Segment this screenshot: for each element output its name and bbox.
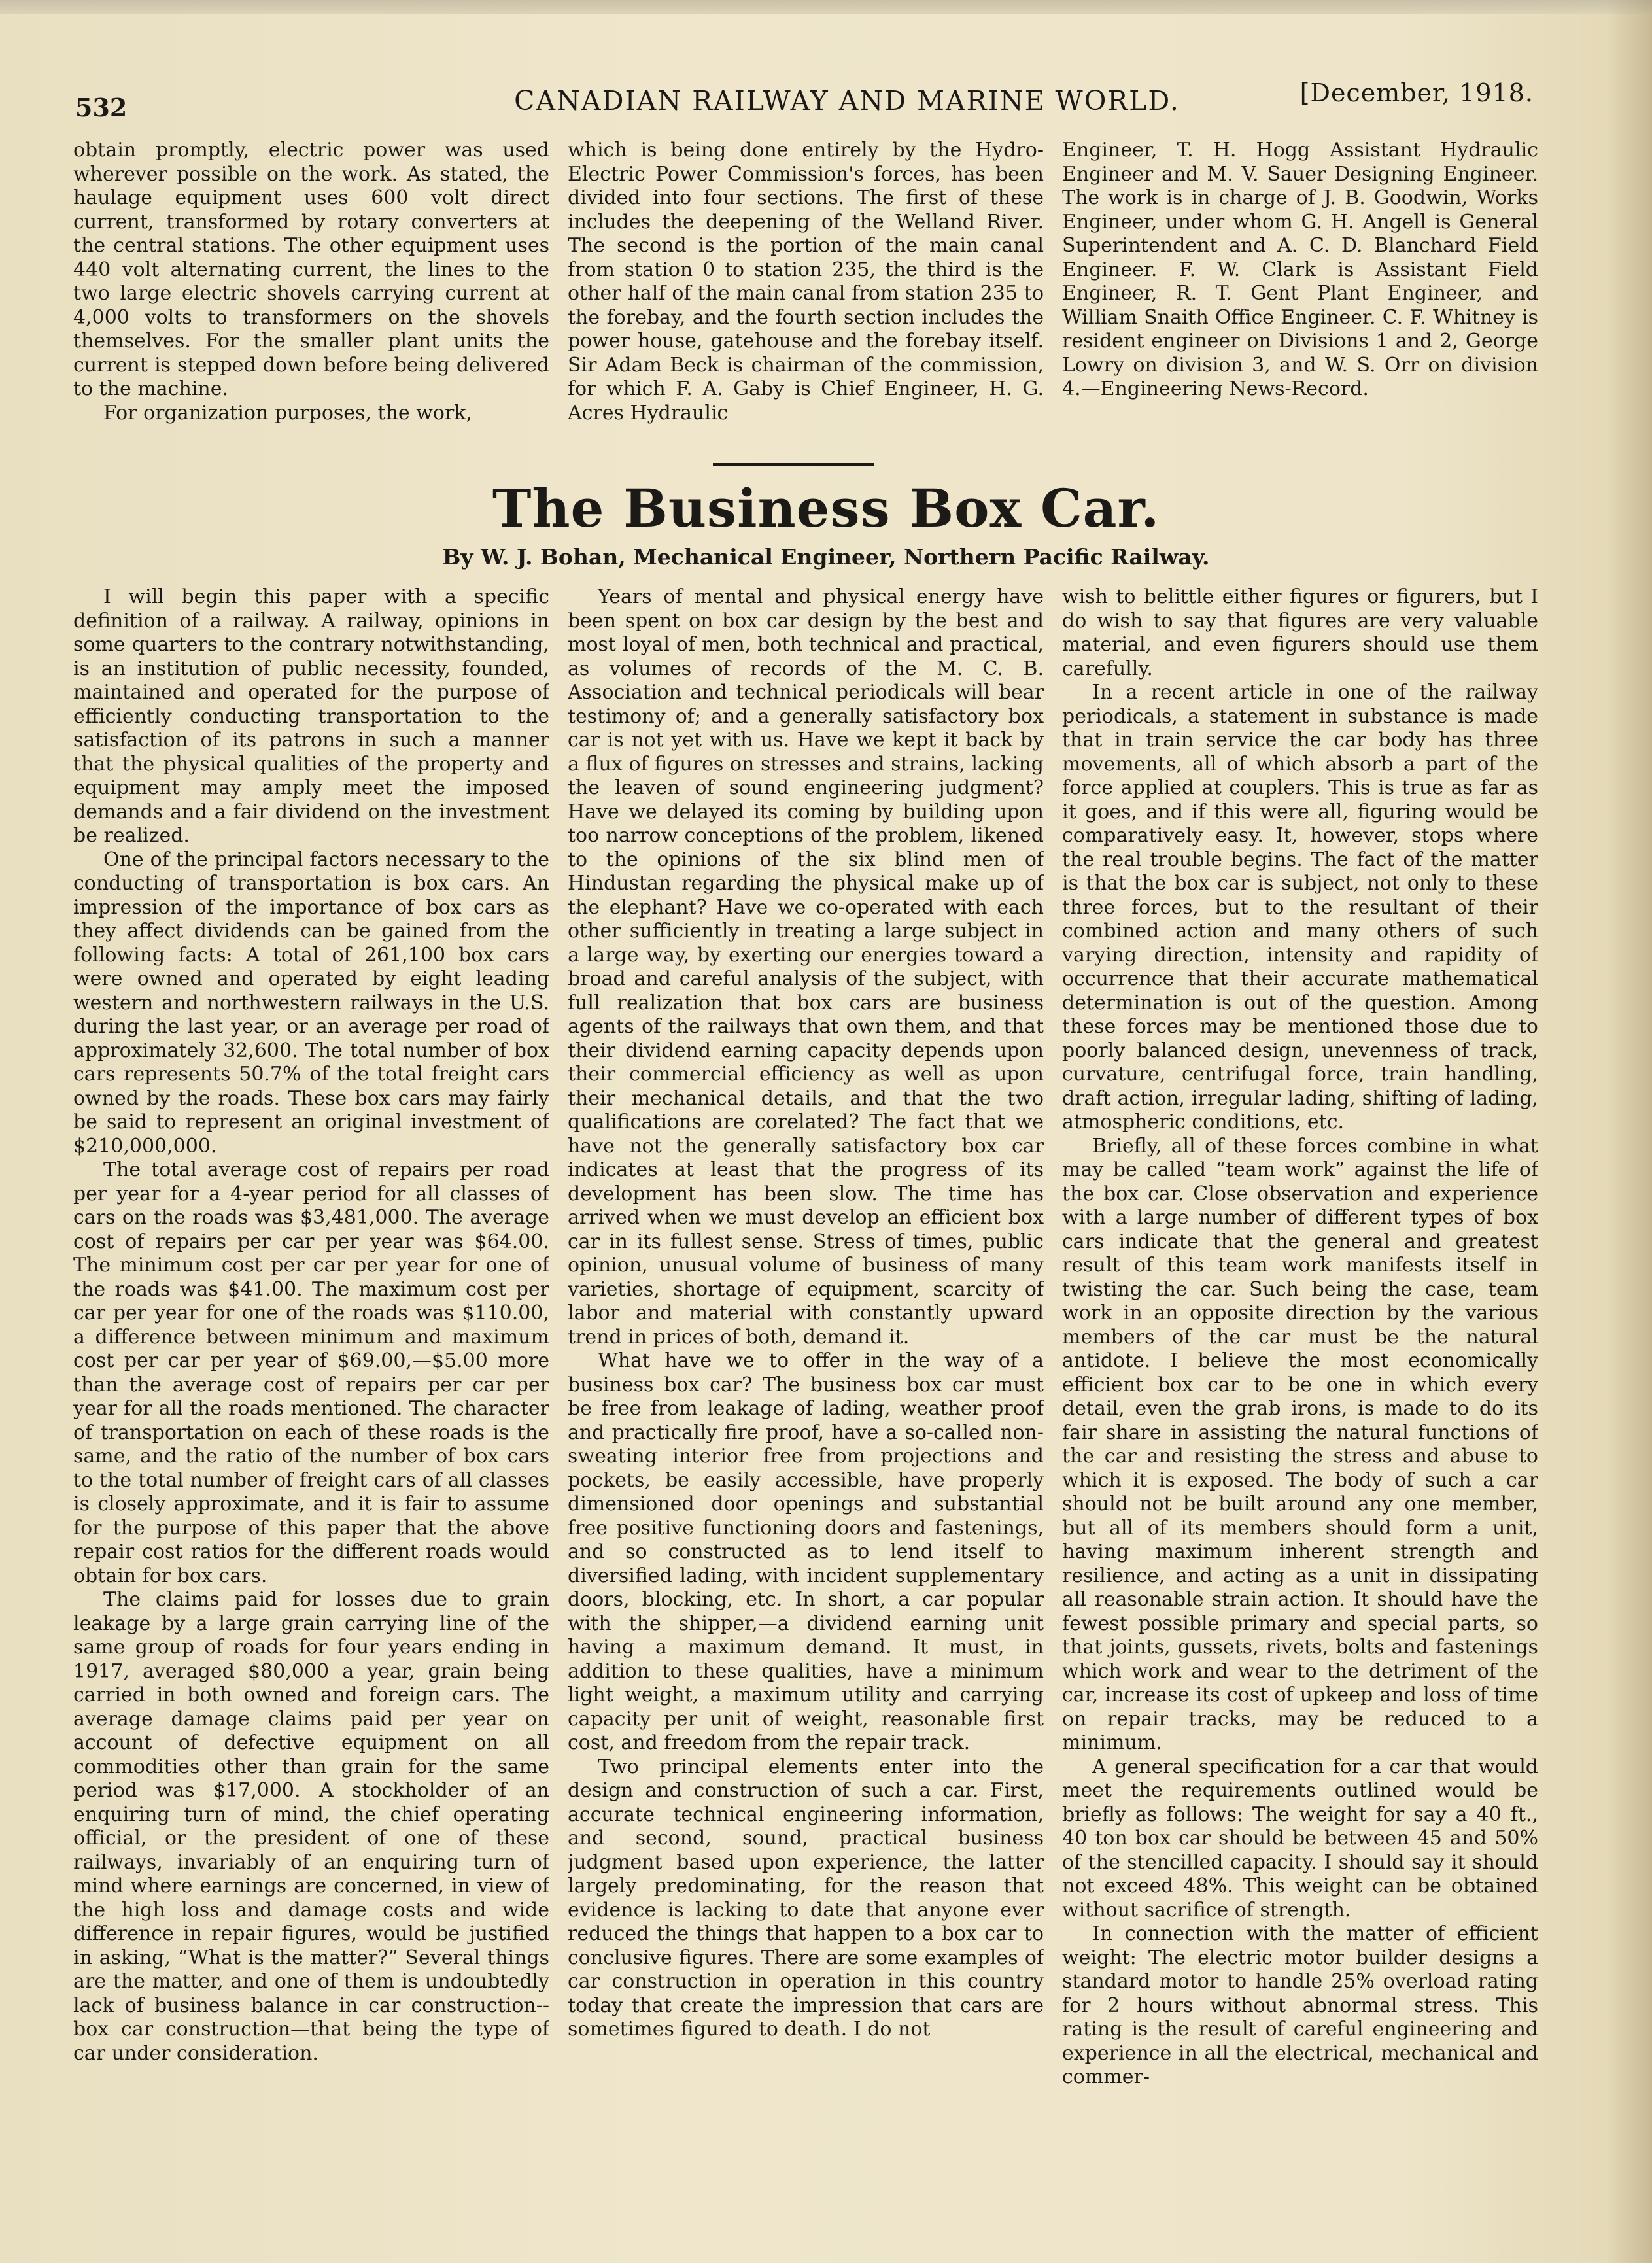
paragraph: The total average cost of repairs per road per year for a 4-year period for all classes of cars on the roads was $3,481,000. The average cost of repairs per car per year was $64.00. The minimum cost per car per year for one of the roads was $41.00. The maximum cost per car per year for one of the roads was $110.00, a difference between minimum and maximum cost per car per year of $69.00,—$5.00 more than the average cost of repairs per car per year for all the roads mentioned. The character of transportation on each of these roads is the same, and the ratio of the number of box cars to the total number of freight cars of all classes is closely approximate, and it is fair to assume for the purpose of this paper that the above repair cost ratios for the different roads would obtain for box cars. <box>73 1158 549 1587</box>
paragraph: What have we to offer in the way of a business box car? The business box car must be free from leakage of lading, weather proof and practically fire proof, have a so-called non-sweating interior free from projections and pockets, be easily accessible, have properly dimensioned door openings and substantial free positive functioning doors and fastenings, and so constructed as to lend itself to diversified lading, with incident supplementary doors, blocking, etc. In short, a car popular with the shipper,—a dividend earning unit having a maximum demand. It must, in addition to these qualities, have a minimum light weight, a maximum utility and carrying capacity per unit of weight, reasonable first cost, and freedom from the repair track. <box>568 1349 1044 1754</box>
previous-article-column-1 <box>73 139 549 453</box>
paragraph: Engineer, T. H. Hogg Assistant Hydraulic Engineer and M. V. Sauer Designing Engineer. The work is in charge of J. B. Goodwin, Works Engineer, under whom G. H. Angell is General Superintendent and A. C. D. Blanchard Field Engineer. F. W. Clark is Assistant Field Engineer, R. T. Gent Plant Engineer, and William Snaith Office Engineer. C. F. Whitney is resident engineer on Divisions 1 and 2, George Lowry on division 3, and W. S. Orr on division 4.—Engineering News-Record. <box>1062 139 1538 400</box>
paragraph: Two principal elements enter into the design and construction of such a car. First, accurate technical engineering information, and second, sound, practical business judgment based upon experience, the latter largely predominating, for the reason that evidence is lacking to date that anyone ever reduced the things that happen to a box car to conclusive figures. There are some examples of car construction in operation in this country today that create the impression that cars are sometimes figured to death. I do not <box>568 1755 1044 2041</box>
paragraph: wish to belittle either figures or figurers, but I do wish to say that figures are very valuable material, and even figurers should use them carefully. <box>1062 585 1538 680</box>
paragraph: I will begin this paper with a specific definition of a railway. A railway, opinions in some quarters to the contrary notwithstanding, is an institution of public necessity, founded, maintained and operated for the purpose of efficiently conducting transportation to the satisfaction of its patrons in such a manner that the physical qualities of the property and equipment may amply meet the imposed demands and a fair dividend on the investment be realized. <box>73 585 549 847</box>
page-top-edge <box>0 0 1652 14</box>
section-divider <box>713 463 874 466</box>
paragraph: One of the principal factors necessary to the conducting of transportation is box cars. An impression of the importance of box cars as they affect dividends can be gained from the following facts: A total of 261,100 box cars were owned and operated by eight leading western and northwestern railways in the U.S. during the last year, or an average per road of approximately 32,600. The total number of box cars represents 50.7% of the total freight cars owned by the roads. These box cars may fairly be said to represent an original investment of $210,000,000. <box>73 848 549 1158</box>
article-title: The Business Box Car. <box>492 477 1160 539</box>
paragraph: Years of mental and physical energy have been spent on box car design by the best and most loyal of men, both technical and practical, as volumes of records of the M. C. B. Association and technical periodicals will bear testimony of; and a generally satisfactory box car is not yet with us. Have we kept it back by a flux of figures on stresses and strains, lacking the leaven of sound engineering judgment? Have we delayed its coming by building upon too narrow conceptions of the problem, likened to the opinions of the six blind men of Hindustan regarding the physical make up of the elephant? Have we co-operated with each other sufficiently in treating a large subject in a large way, by exerting our energies toward a broad and careful analysis of the subject, with full realization that box cars are business agents of the railways that own them, and that their dividend earning capacity depends upon their commercial efficiency as well as upon their mechanical details, and that the two qualifications are corelated? The fact that we have not the generally satisfactory box car indicates at least that the progress of its development has been slow. The time has arrived when we must develop an efficient box car in its fullest sense. Stress of times, public opinion, unusual volume of business of many varieties, shortage of equipment, scarcity of labor and material with constantly upward trend in prices of both, demand it. <box>568 585 1044 1349</box>
paragraph: A general specification for a car that would meet the requirements outlined would be briefly as follows: The weight for say a 40 ft., 40 ton box car should be between 45 and 50% of the stencilled capacity. I should say it should not exceed 48%. This weight can be obtained without sacrifice of strength. <box>1062 1755 1538 1922</box>
paragraph: For organization purposes, the work, <box>103 401 472 424</box>
journal-title: CANADIAN RAILWAY AND MARINE WORLD. <box>514 85 1180 116</box>
issue-date: [December, 1918. <box>1299 78 1534 107</box>
article-column-1 <box>73 585 549 2181</box>
previous-article-column-2 <box>568 139 1044 453</box>
article-columns <box>73 585 1538 2181</box>
running-header <box>75 73 1534 122</box>
paragraph: obtain promptly, electric power was used wherever possible on the work. As stated, the haulage equipment uses 600 volt direct current, transformed by rotary converters at the central stations. The other equipment uses 440 volt alternating current, the lines to the two large electric shovels carrying current at 4,000 volts to transformers on the shovels themselves. For the smaller plant units the current is stepped down before being delivered to the machine. <box>73 139 549 400</box>
paragraph: In connection with the matter of efficient weight: The electric motor builder designs a standard motor to handle 25% overload rating for 2 hours without abnormal stress. This rating is the result of careful engineering and experience in all the electrical, mechanical and commer- <box>1062 1922 1538 2088</box>
page-binding-shadow <box>1606 0 1652 2263</box>
paragraph: which is being done entirely by the Hydro-Electric Power Commission's forces, has been divided into four sections. The first of these includes the deepening of the Welland River. The second is the portion of the main canal from station 0 to station 235, the third is the other half of the main canal from station 235 to the forebay, and the fourth section includes the power house, gatehouse and the forebay itself. Sir Adam Beck is chairman of the commission, for which F. A. Gaby is Chief Engineer, H. G. Acres Hydraulic <box>568 139 1044 424</box>
paragraph: In a recent article in one of the railway periodicals, a statement in substance is made that in train service the car body has three movements, all of which absorb a part of the force applied at couplers. This is true as far as it goes, and if this were all, figuring would be comparatively easy. It, however, stops where the real trouble begins. The fact of the matter is that the box car is subject, not only to these three forces, but to the resultant of their combined action and many others of such varying direction, intensity and rapidity of occurrence that their accurate mathematical determination is out of the question. Among these forces may be mentioned those due to poorly balanced design, unevenness of track, curvature, centrifugal force, train handling, draft action, irregular lading, shifting of lading, atmospheric conditions, etc. <box>1062 681 1538 1133</box>
paragraph: Briefly, all of these forces combine in what may be called “team work” against the life of the box car. Close observation and experience with a large number of different types of box cars indicate that the general and greatest result of this team work manifests itself in twisting the car. Such being the case, team work in an opposite direction by the various members of the car must be the natural antidote. I believe the most economically efficient box car to be one in which every detail, even the grab irons, is made to do its fair share in assisting the natural functions of the car and resisting the stress and abuse to which it is exposed. The body of such a car should not be built around any one member, but all of its members should form a unit, having maximum inherent strength and resilience, and acting as a unit in dissipating all reasonable strain action. It should have the fewest possible primary and special parts, so that joints, gussets, rivets, bolts and fastenings which work and wear to the detriment of the car, increase its cost of upkeep and loss of time on repair tracks, may be reduced to a minimum. <box>1062 1134 1538 1754</box>
article-column-2 <box>568 585 1044 2181</box>
article-column-3 <box>1062 585 1538 2181</box>
page-number: 532 <box>75 93 128 122</box>
previous-article-column-3 <box>1062 139 1538 453</box>
paragraph: The claims paid for losses due to grain leakage by a large grain carrying line of the same group of roads for four years ending in 1917, averaged $80,000 a year, grain being carried in both owned and foreign cars. The average damage claims paid per year on account of defective equipment on all commodities other than grain for the same period was $17,000. A stockholder of an enquiring turn of mind, the chief operating official, or the president of one of these railways, invariably of an enquiring turn of mind where earnings are concerned, in view of the high loss and damage costs and wide difference in repair figures, would be justified in asking, “What is the matter?” Several things are the matter, and one of them is undoubtedly lack of business balance in car construction--box car construction—that being the type of car under consideration. <box>73 1588 549 2065</box>
previous-article-columns <box>73 139 1538 453</box>
article-byline: By W. J. Bohan, Mechanical Engineer, Northern Pacific Railway. <box>442 544 1210 570</box>
